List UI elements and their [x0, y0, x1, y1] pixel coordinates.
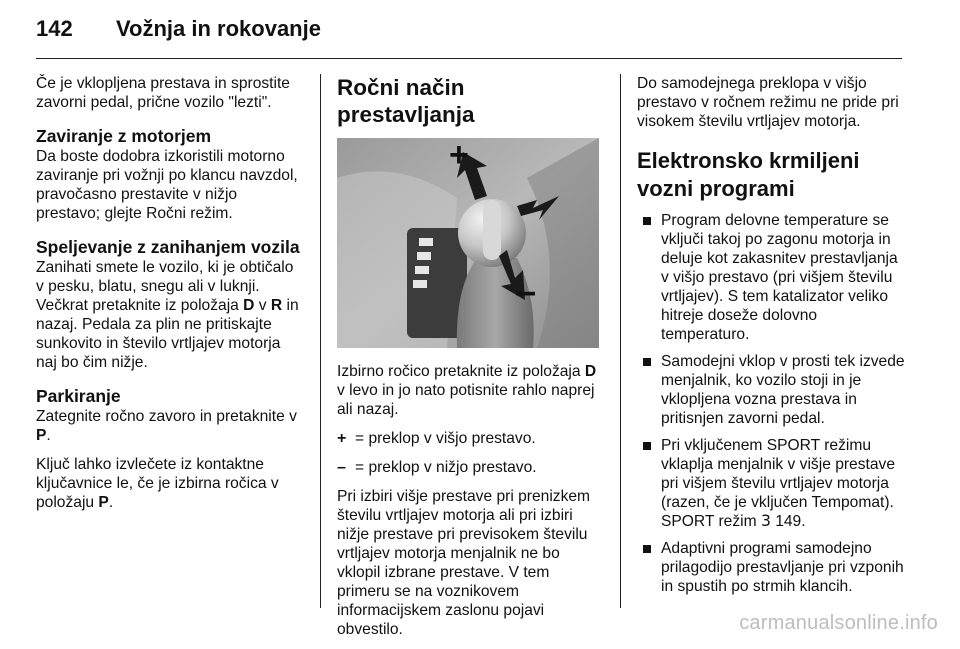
minus-icon: –: [337, 459, 346, 476]
column-divider-1: [320, 74, 321, 608]
list-item: Adaptivni programi samodejno prilagodijo prestavljanje pri vzponih in spustih po strmih klancih.: [637, 539, 909, 596]
header-divider: [36, 58, 902, 59]
bullet-icon: [643, 217, 651, 225]
manual-mode-heading: Ročni način prestavljanja: [337, 75, 475, 127]
parking-heading: Parkiranje: [36, 386, 121, 406]
rocking-heading: Speljevanje z zanihanjem vozila: [36, 237, 300, 257]
column-left: [36, 74, 304, 522]
page-ref[interactable]: 149.: [770, 513, 806, 530]
page-header: [36, 16, 321, 42]
manual-note: Pri izbiri višje prestave pri prenizkem številu vrtljajev motorja ali pri izbiri nižje prestave pri previsokem številu vrtljajev motorja menjalnik ne bo vklopil izbrane prestave. V tem primeru se na voznikovem informacijskem zaslonu pojavi obvestilo.: [337, 488, 591, 638]
parking-text-2: Ključ lahko izvlečete iz kontaktne ključavnice le, če je izbirna ročica v položaju P.: [36, 456, 279, 511]
upshift-text: = preklop v višjo prestavo.: [355, 430, 536, 447]
gear-selector-photo: [337, 138, 599, 348]
driving-programs-list: [637, 211, 909, 596]
list-item: Program delovne temperature se vključi takoj po zagonu motorja in deluje kot zakasnitev prestavljanja v višjo prestavo (pri višjem številu vrtljajev). S tem katalizator veliko hitreje doseže dolovno temperaturo.: [637, 211, 909, 344]
auto-upshift-text: Do samodejnega preklopa v višjo prestavo v ročnem režimu ne pride pri visokem številu vrtljajev motorja.: [637, 75, 899, 130]
bullet-icon: [643, 442, 651, 450]
list-item: Pri vključenem SPORT režimu vklaplja menjalnik v višje prestave pri višjem številu vrtljajev motorja (razen, če je vključen Tempomat). SPORT režim 3 149.: [637, 436, 909, 531]
engine-braking-text: Da boste dodobra izkoristili motorno zaviranje pri vožnji po klancu navzdol, pravočasno prestavite v nižjo prestavo; glejte Ročni režim.: [36, 148, 298, 222]
watermark: carmanualsonline.info: [739, 612, 938, 634]
list-item: Samodejni vklop v prosti tek izvede menjalnik, ko vozilo stoji in je vklopljena vozna prestava in pritisnjen zavorni pedal.: [637, 352, 909, 428]
parking-text-1: Zategnite ročno zavoro in pretaknite v P.: [36, 408, 297, 444]
bullet-icon: [643, 545, 651, 553]
downshift-text: = preklop v nižjo prestavo.: [355, 459, 537, 476]
page-number: 142: [36, 16, 73, 41]
column-middle: [337, 74, 605, 649]
downshift-legend: [337, 458, 605, 477]
engine-braking-heading: Zaviranje z motorjem: [36, 126, 212, 146]
plus-label: +: [449, 138, 469, 174]
bullet-icon: [643, 358, 651, 366]
manual-instruction: Izbirno ročico pretaknite iz položaja D v levo in jo nato potisnite rahlo naprej ali nazaj.: [337, 363, 597, 418]
column-divider-2: [620, 74, 621, 608]
driving-programs-heading: Elektronsko krmiljeni vozni programi: [637, 148, 860, 201]
intro-paragraph: Če je vklopljena prestava in sprostite zavorni pedal, prične vozilo "lezti".: [36, 75, 290, 111]
column-right: [637, 74, 909, 604]
upshift-legend: [337, 429, 605, 448]
rocking-text: Zanihati smete le vozilo, ki je obtičalo v pesku, blatu, snegu ali v luknji. Večkrat pretaknite iz položaja D v R in nazaj. Pedala za plin ne pritiskajte sunkovito in število vrtljajev motorja naj bo čim nižje.: [36, 259, 299, 371]
chapter-title: Vožnja in rokovanje: [116, 16, 321, 41]
plus-icon: +: [337, 430, 347, 447]
page-ref-arrow-icon: 3: [760, 512, 771, 530]
minus-label: –: [515, 271, 537, 313]
